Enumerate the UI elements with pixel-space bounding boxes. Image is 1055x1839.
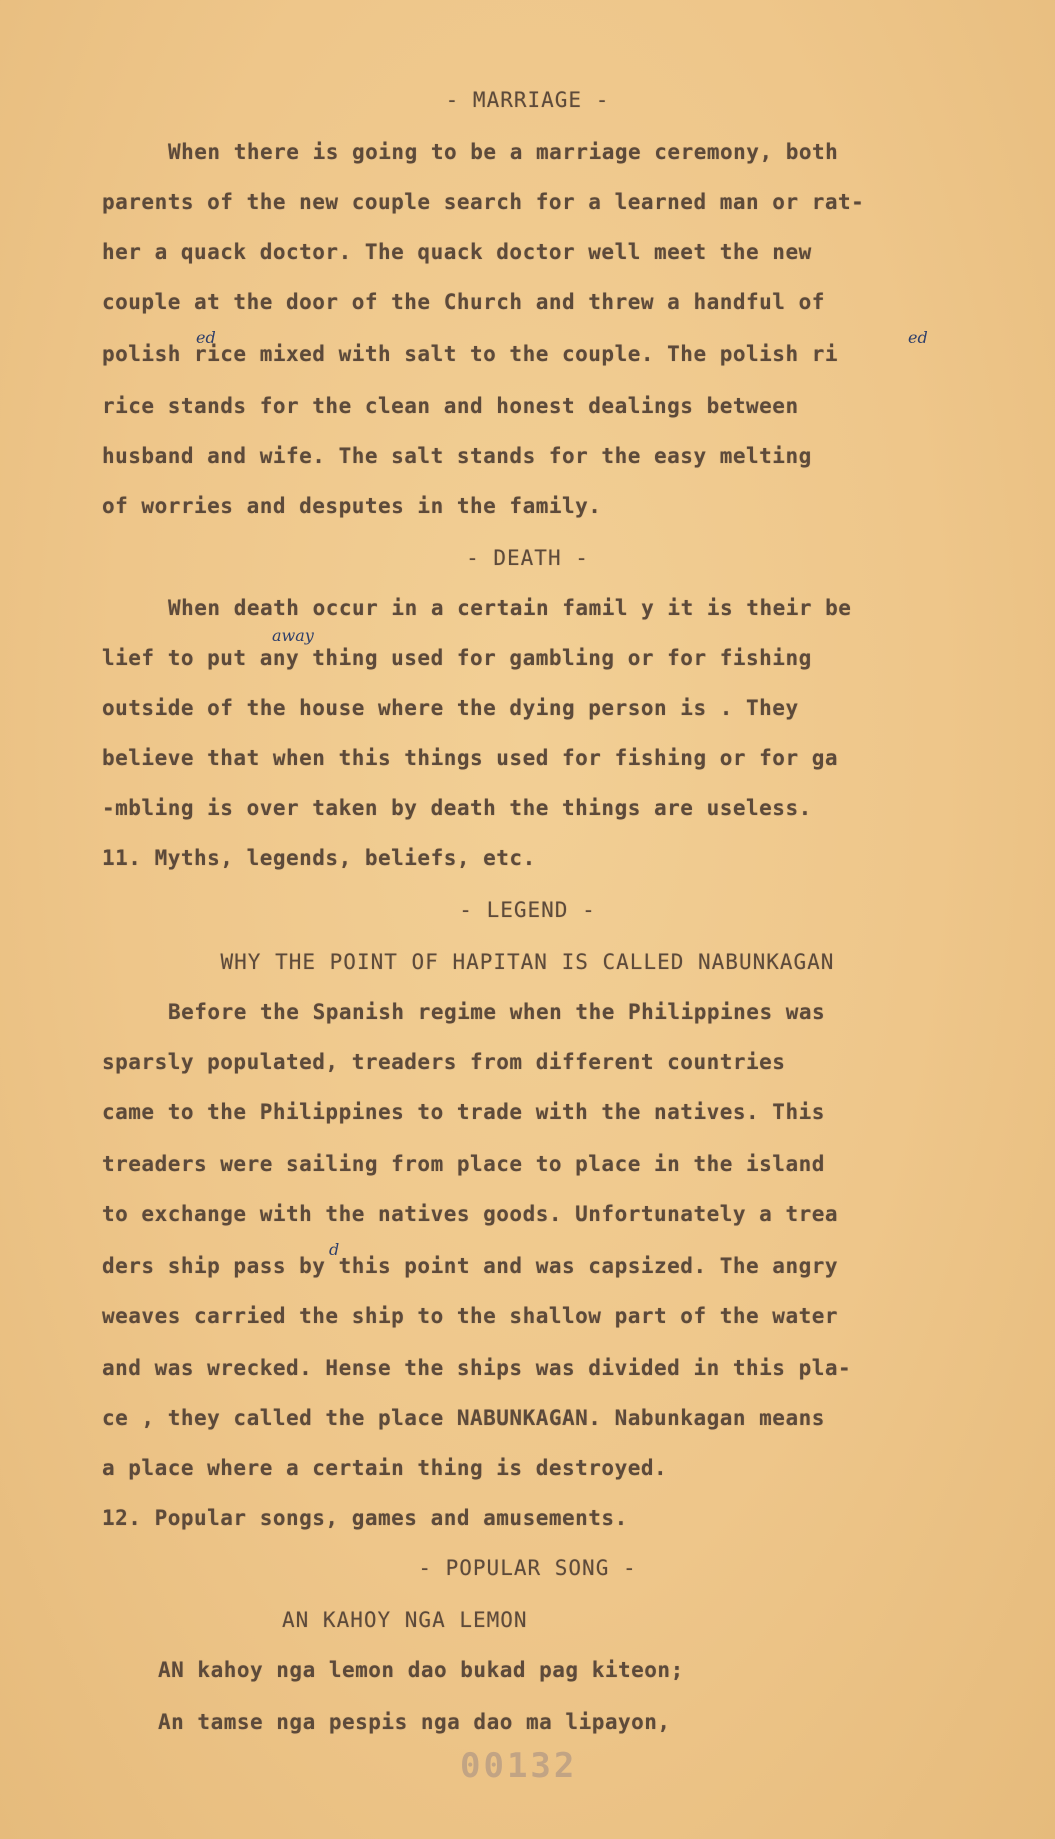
marriage-line-8: of worries and desputes in the family. bbox=[102, 494, 602, 518]
page-number-stamp: 00132 bbox=[460, 1746, 578, 1786]
legend-line-1: Before the Spanish regime when the Philippines was bbox=[168, 1000, 826, 1024]
song-line-2: An tamse nga pespis nga dao ma lipayon, bbox=[158, 1710, 671, 1734]
legend-line-3: came to the Philippines to trade with the natives. This bbox=[102, 1100, 825, 1124]
heading-legend: - LEGEND - bbox=[459, 898, 596, 922]
death-line-3: outside of the house where the dying person is . They bbox=[102, 696, 799, 720]
handwritten-ed-2: ed bbox=[908, 328, 928, 347]
handwritten-ed-1: ed bbox=[196, 328, 216, 347]
song-title: AN KAHOY NGA LEMON bbox=[282, 1608, 528, 1632]
legend-title: WHY THE POINT OF HAPITAN IS CALLED NABUNKAGAN bbox=[220, 950, 835, 974]
marriage-line-3: her a quack doctor. The quack doctor well meet the new bbox=[102, 240, 812, 264]
marriage-line-6: rice stands for the clean and honest dealings between bbox=[102, 394, 799, 418]
section-12: 12. Popular songs, games and amusements. bbox=[102, 1506, 628, 1530]
legend-line-6: ders ship pass by this point and was capsized. The angry bbox=[102, 1254, 839, 1278]
legend-line-2: sparsly populated, treaders from different countries bbox=[102, 1050, 786, 1074]
handwritten-d: d bbox=[329, 1240, 340, 1259]
legend-line-10: a place where a certain thing is destroyed. bbox=[102, 1456, 668, 1480]
marriage-line-7: husband and wife. The salt stands for the easy melting bbox=[102, 444, 812, 468]
legend-line-5: to exchange with the natives goods. Unfortunately a trea bbox=[102, 1202, 839, 1226]
legend-line-7: weaves carried the ship to the shallow part of the water bbox=[102, 1304, 839, 1328]
legend-line-4: treaders were sailing from place to place in the island bbox=[102, 1152, 825, 1176]
heading-marriage: - MARRIAGE - bbox=[445, 88, 610, 112]
marriage-line-1: When there is going to be a marriage ceremony, both bbox=[168, 140, 839, 164]
death-line-2: lief to put any thing used for gambling or for fishing bbox=[102, 646, 812, 670]
marriage-line-4: couple at the door of the Church and threw a handful of bbox=[102, 290, 825, 314]
handwritten-away: away bbox=[272, 626, 314, 645]
legend-line-8: and was wrecked. Hense the ships was divided in this pla- bbox=[102, 1356, 852, 1380]
heading-popular-song: - POPULAR SONG - bbox=[418, 1556, 637, 1580]
marriage-line-5: polish rice mixed with salt to the couple. The polish ri bbox=[102, 342, 839, 366]
section-11: 11. Myths, legends, beliefs, etc. bbox=[102, 846, 536, 870]
death-line-1: When death occur in a certain famil y it is their be bbox=[168, 596, 852, 620]
death-line-5: -mbling is over taken by death the things are useless. bbox=[102, 796, 812, 820]
legend-line-9: ce , they called the place NABUNKAGAN. Nabunkagan means bbox=[102, 1406, 825, 1430]
death-line-4: believe that when this things used for fishing or for ga bbox=[102, 746, 839, 770]
song-line-1: AN kahoy nga lemon dao bukad pag kiteon; bbox=[158, 1658, 684, 1682]
heading-death: - DEATH - bbox=[466, 546, 589, 570]
marriage-line-2: parents of the new couple search for a learned man or rat- bbox=[102, 190, 865, 214]
